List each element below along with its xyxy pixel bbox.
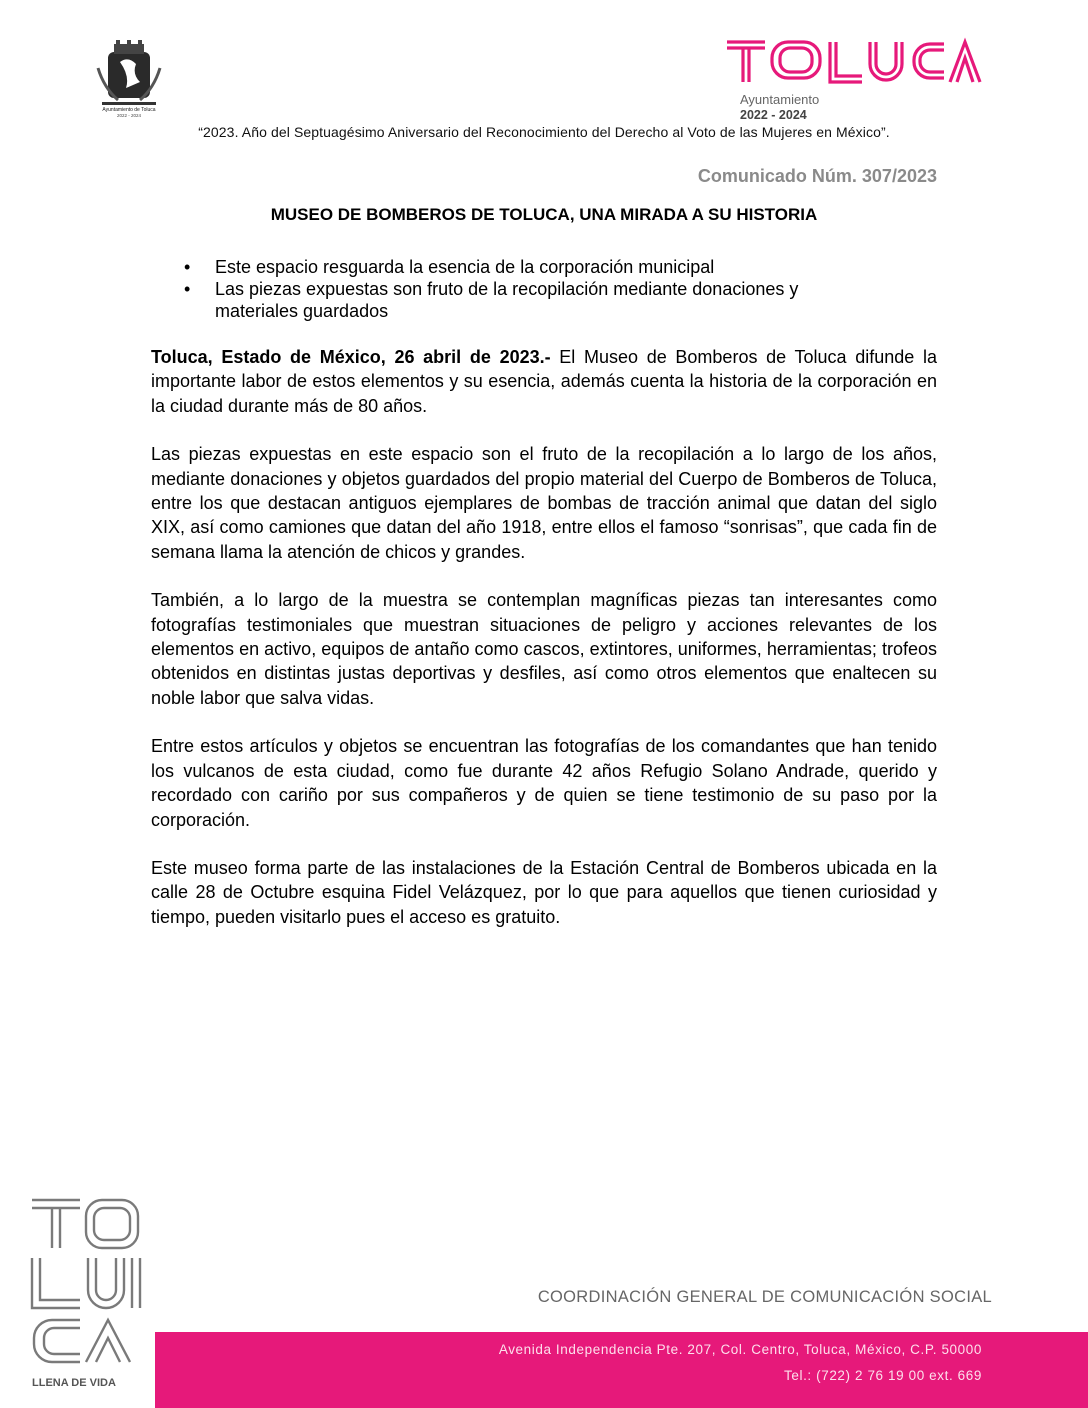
svg-text:2022 - 2024: 2022 - 2024 — [116, 113, 142, 118]
municipal-seal-logo — [88, 38, 170, 120]
press-release-number: Comunicado Núm. 307/2023 — [697, 166, 937, 186]
svg-text:Ayuntamiento de Toluca: Ayuntamiento de Toluca — [102, 107, 156, 113]
footer-phone: Tel.: (722) 2 76 19 00 ext. 669 — [784, 1368, 982, 1383]
stacked-wordmark-icon — [32, 1200, 140, 1362]
logo-years: 2022 - 2024 — [740, 108, 807, 122]
year-motto: “2023. Año del Septuagésimo Aniversario del Reconocimiento del Derecho al Voto de las Mujeres en México”. — [198, 124, 890, 140]
press-release-title: MUSEO DE BOMBEROS DE TOLUCA, UNA MIRADA A SU HISTORIA — [270, 205, 818, 224]
press-release-body — [151, 345, 937, 953]
footer-toluca-logo — [28, 1196, 148, 1394]
toluca-wordmark-icon — [727, 42, 980, 82]
summary-bullets — [184, 256, 884, 322]
body-paragraph: Este museo forma parte de las instalaciones de la Estación Central de Bomberos ubicada en la calle 28 de Octubre esquina Fidel Velázquez, por lo que para aquellos que tienen curiosidad y tiempo, pueden visitarlo pues el acceso es gratuito. — [151, 857, 937, 927]
coat-of-arms-icon — [88, 38, 170, 120]
dateline: Toluca, Estado de México, 26 abril de 2023.- — [151, 347, 551, 367]
bullet-item: • Este espacio resguarda la esencia de la corporación municipal — [184, 256, 884, 278]
paragraph-text: El Museo de Bomberos de Toluca difunde la importante labor de estos elementos y su esencia, además cuenta la historia de la corporación en la ciudad durante más de 80 años. — [151, 347, 937, 416]
bullet-item: • Las piezas expuestas son fruto de la recopilación mediante donaciones y materiales guardados — [184, 278, 884, 322]
toluca-brand-logo — [722, 36, 984, 126]
logo-subtitle: Ayuntamiento — [740, 92, 820, 107]
footer-address: Avenida Independencia Pte. 207, Col. Centro, Toluca, México, C.P. 50000 — [498, 1342, 982, 1357]
body-paragraph — [151, 345, 937, 418]
body-paragraph: Las piezas expuestas en este espacio son el fruto de la recopilación a lo largo de los años, mediante donaciones y objetos guardados del propio material del Cuerpo de Bomberos de Toluca, entre los que destacan antiguos ejemplares de bombas de tracción animal que datan del siglo XIX, así como camiones que datan del año 1918, entre ellos el famoso “sonrisas”, que cada fin de semana llama la atención de chicos y grandes. — [151, 444, 937, 562]
coordination-name: COORDINACIÓN GENERAL DE COMUNICACIÓN SOCIAL — [537, 1288, 992, 1306]
body-paragraph: Entre estos artículos y objetos se encuentran las fotografías de los comandantes que han tenido los vulcanos de esta ciudad, como fue durante 42 años Refugio Solano Andrade, querido y recordado con cariño por sus compañeros y de quien se tiene testimonio de su paso por la corporación. — [151, 736, 937, 830]
body-paragraph: También, a lo largo de la muestra se contemplan magníficas piezas tan interesantes como fotografías testimoniales que muestran situaciones de peligro y acciones relevantes de los elementos en activo, equipos de antaño como cascos, extintores, uniformes, herramientas; trofeos obtenidos en distintas justas deportivas y desfiles, así como otros elementos que enaltecen su noble labor que salva vidas. — [151, 590, 937, 708]
logo-slogan: LLENA DE VIDA — [32, 1377, 116, 1389]
